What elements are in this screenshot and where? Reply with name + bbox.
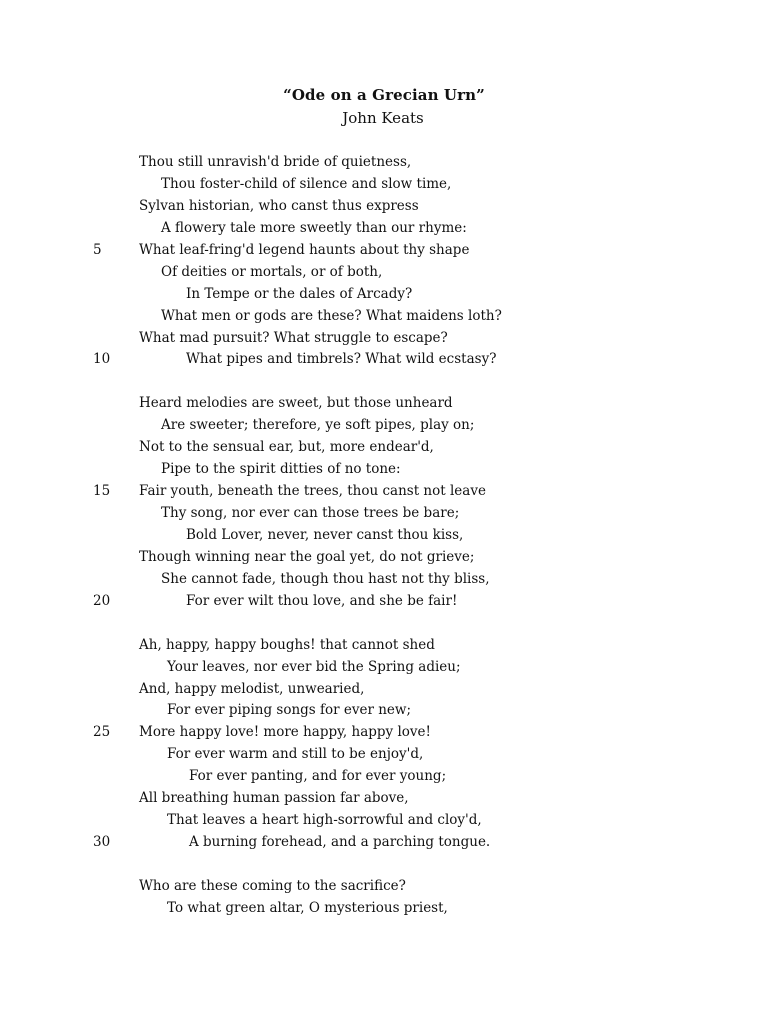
poem-line (0, 722, 768, 744)
poem-line-text: She cannot fade, though thou hast not thy bliss, (161, 570, 490, 587)
poem-line-text: Thou still unravish'd bride of quietness, (139, 154, 412, 170)
stanza-break (0, 613, 768, 635)
poem-line-text: Pipe to the spirit ditties of no tone: (161, 461, 401, 478)
poem-line (0, 635, 768, 657)
line-number: 15 (93, 483, 111, 500)
poem-line (0, 152, 768, 174)
poem-line (0, 503, 768, 525)
poem-line (0, 415, 768, 437)
poem-line (0, 810, 768, 832)
poem-line-text: To what green altar, O mysterious priest, (167, 899, 448, 916)
poem-line-text: Not to the sensual ear, but, more endear'd, (139, 439, 434, 456)
poem-line-text: What mad pursuit? What struggle to escape? (139, 329, 448, 346)
line-number: 30 (93, 834, 111, 851)
poem-line (0, 240, 768, 262)
poem-line (0, 262, 768, 284)
poem-line-text: Bold Lover, never, never canst thou kiss, (186, 526, 464, 543)
poem-line-text: Fair youth, beneath the trees, thou canst not leave (139, 483, 486, 500)
poem-line-text: What men or gods are these? What maidens loth? (161, 307, 502, 324)
poem-line-text: All breathing human passion far above, (139, 790, 409, 807)
poem-line (0, 679, 768, 701)
poem-line-text: For ever piping songs for ever new; (167, 702, 412, 719)
poem-line-text: For ever warm and still to be enjoy'd, (167, 746, 424, 763)
poem-line (0, 328, 768, 350)
poem-line (0, 174, 768, 196)
poem-line-text: Ah, happy, happy boughs! that cannot shed (139, 636, 435, 653)
poem-line-text: Though winning near the goal yet, do not grieve; (139, 548, 475, 565)
poem-line-text: A flowery tale more sweetly than our rhyme: (161, 219, 467, 236)
line-number: 25 (93, 724, 111, 741)
poem-body (0, 152, 768, 920)
poem-author: John Keats (342, 109, 424, 127)
poem-line (0, 459, 768, 481)
poem-line (0, 437, 768, 459)
poem-line (0, 788, 768, 810)
poem-line (0, 349, 768, 371)
poem-title: “Ode on a Grecian Urn” (283, 86, 485, 104)
poem-line-text: For ever panting, and for ever young; (189, 768, 447, 785)
poem-line-text: Are sweeter; therefore, ye soft pipes, play on; (161, 417, 475, 434)
poem-line-text: Thou foster-child of silence and slow time, (161, 175, 452, 192)
line-number: 10 (93, 351, 111, 368)
stanza-break (0, 371, 768, 393)
poem-line (0, 569, 768, 591)
poem-line (0, 547, 768, 569)
line-number: 5 (93, 241, 102, 258)
poem-line-text: For ever wilt thou love, and she be fair! (186, 592, 458, 609)
poem-line (0, 481, 768, 503)
poem-line-text: More happy love! more happy, happy love! (139, 724, 431, 741)
line-number: 20 (93, 592, 111, 609)
poem-line (0, 898, 768, 920)
poem-line-text: Of deities or mortals, or of both, (161, 263, 383, 280)
stanza-break (0, 854, 768, 876)
poem-line (0, 876, 768, 898)
poem-line-text: In Tempe or the dales of Arcady? (186, 285, 413, 302)
poem-line (0, 657, 768, 679)
poem-line (0, 525, 768, 547)
poem-line (0, 218, 768, 240)
poem-line-text: Who are these coming to the sacrifice? (139, 877, 406, 894)
poem-line (0, 196, 768, 218)
poem-line (0, 306, 768, 328)
poem-line (0, 284, 768, 306)
poem-line-text: Heard melodies are sweet, but those unheard (139, 395, 453, 412)
poem-line-text: And, happy melodist, unwearied, (139, 680, 365, 697)
poem-line (0, 591, 768, 613)
poem-line-text: What leaf-fring'd legend haunts about thy shape (139, 241, 470, 258)
poem-line-text: That leaves a heart high-sorrowful and cloy'd, (167, 812, 482, 829)
poem-line-text: What pipes and timbrels? What wild ecstasy? (186, 351, 497, 368)
poem-line (0, 744, 768, 766)
poem-line-text: Sylvan historian, who canst thus express (139, 197, 419, 214)
poem-line-text: A burning forehead, and a parching tongue. (189, 834, 491, 851)
poem-line (0, 766, 768, 788)
poem-line (0, 700, 768, 722)
poem-line-text: Your leaves, nor ever bid the Spring adieu; (167, 658, 461, 675)
poem-line (0, 393, 768, 415)
poem-line-text: Thy song, nor ever can those trees be bare; (161, 505, 460, 521)
poem-line (0, 832, 768, 854)
